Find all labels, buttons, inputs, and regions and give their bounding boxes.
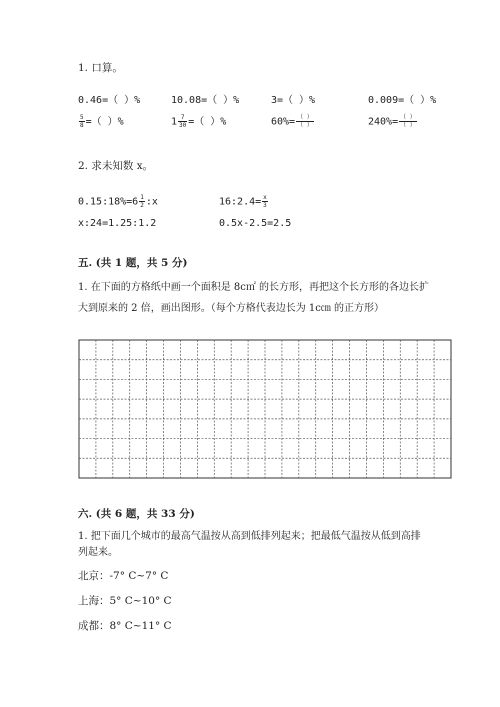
fraction: $\frac{( )}{( )}$ bbox=[297, 114, 313, 129]
fraction: $\frac{1}{2}$ bbox=[140, 194, 144, 209]
q1-item-3: 3=（ ）% bbox=[271, 95, 316, 106]
city-shanghai-temp: 上海：5° C~10° C bbox=[78, 595, 172, 607]
fraction: $\frac{7}{30}$ bbox=[179, 114, 187, 129]
q2-equation-1: 0.15:18%=6 $\frac{1}{2}$ :x bbox=[78, 194, 158, 209]
section-6-question-line-2: 列起来。 bbox=[78, 547, 118, 558]
fraction: $\frac{x}{3}$ bbox=[263, 194, 267, 209]
section-6-heading: 六. (共 6 题，共 33 分) bbox=[78, 508, 195, 520]
q1-item-6: 1 $\frac{7}{30}$ =（ ）% bbox=[171, 114, 227, 129]
section-6-question-line-1: 1. 把下面几个城市的最高气温按从高到低排列起来；把最低气温按从低到高排 bbox=[78, 531, 421, 542]
q2-equation-4: 0.5x-2.5=2.5 bbox=[219, 218, 292, 229]
q2-title: 2. 求未知数 x。 bbox=[78, 160, 154, 172]
square-grid-paper[interactable] bbox=[78, 339, 452, 479]
section-5-question-line-1: 1. 在下面的方格纸中画一个面积是 8c㎡ 的长方形，再把这个长方形的各边长扩 bbox=[78, 282, 430, 293]
q1-item-5: $\frac{5}{8}$ =（ ）% bbox=[80, 114, 124, 129]
city-chengdu-temp: 成都：8° C~11° C bbox=[78, 620, 172, 632]
q1-item-2: 10.08=（ ）% bbox=[171, 95, 240, 106]
q1-item-7: 60%= $\frac{( )}{( )}$ bbox=[271, 114, 313, 129]
fraction: $\frac{5}{8}$ bbox=[80, 114, 84, 129]
q2-equation-2: 16:2.4= $\frac{x}{3}$ bbox=[219, 194, 267, 209]
q1-item-4: 0.009=（ ）% bbox=[368, 95, 437, 106]
q1-item-8: 240%= $\frac{( )}{( )}$ bbox=[368, 114, 416, 129]
section-5-question-line-2: 大到原来的 2 倍，画出图形。（每个方格代表边长为 1c㎝ 的正方形） bbox=[78, 303, 385, 314]
fraction: $\frac{( )}{( )}$ bbox=[400, 114, 416, 129]
city-beijing-temp: 北京：-7° C~7° C bbox=[78, 570, 169, 582]
q2-equation-3: x:24=1.25:1.2 bbox=[78, 218, 157, 229]
section-5-heading: 五. (共 1 题，共 5 分) bbox=[78, 257, 188, 269]
q1-item-1: 0.46=（ ）% bbox=[78, 95, 141, 106]
q1-title: 1. 口算。 bbox=[78, 62, 123, 74]
